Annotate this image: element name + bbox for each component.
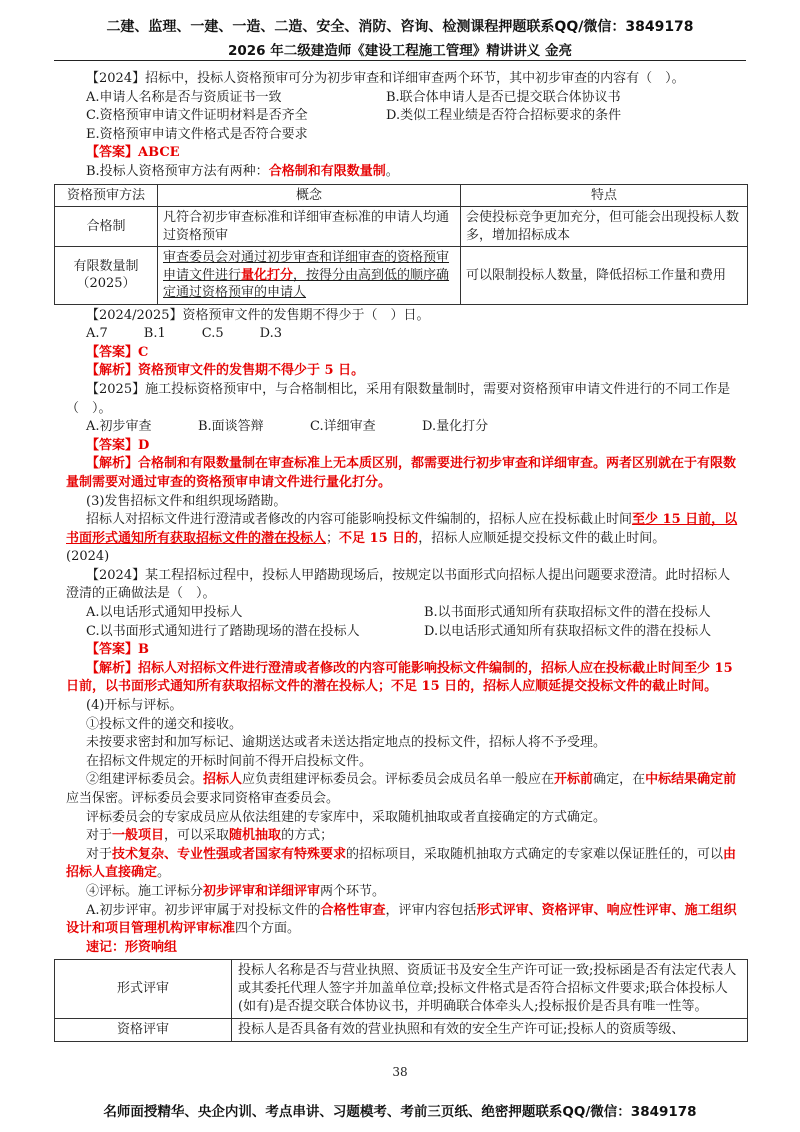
analysis-text: 合格制和有限数量制在审查标准上无本质区别，都需要进行初步审查和详细审查。两者区别就在于有限数量制需要对通过审查的资格预审申请文件进行量化打分。: [66, 456, 737, 490]
answer-label: 【答案】: [86, 344, 139, 360]
option-b: B.联合体申请人是否已提交联合体协议书: [386, 89, 621, 105]
b-note-prefix: B.投标人资格预审方法有两种：: [86, 163, 269, 179]
step-2-expert-text: 评标委员会的专家成员应从依法组建的专家库中，采取随机抽取或者直接确定的方式确定。: [86, 809, 607, 825]
option-b: B.以书面形式通知所有获取招标文件的潜在投标人: [424, 605, 711, 621]
special-part1: 对于: [86, 846, 113, 862]
step-2-text: [66, 771, 742, 808]
cell-feature: 可以限制投标人数量，降低招标工作量和费用: [461, 247, 748, 305]
header-divider: [54, 60, 746, 61]
option-b: B.面谈答辩: [198, 419, 264, 435]
concept-highlight: 量化打分: [241, 267, 294, 283]
special-highlight2: 由招标人直接确定: [66, 846, 737, 881]
question-2-stem: 【2024/2025】资格预审文件的发售期不得少于（ ）日。: [86, 307, 430, 323]
section-3-year: (2024): [66, 549, 110, 565]
question-1-answer: 【答案】ABCE: [86, 145, 180, 161]
step-2-highlight3: 中标结果确定前: [645, 772, 737, 788]
analysis-label: 【解析】: [86, 456, 139, 472]
footer-contact: 名师面授精华、央企内训、考点串讲、习题模考、考前三页纸、绝密押题联系QQ/微信：3849178: [103, 1104, 697, 1120]
document-body: [66, 70, 742, 1042]
concept-part1: 审查委员会对通过初步审查和详细审查的资格预审申请文件进行: [163, 250, 450, 283]
option-c: C.详细审查: [310, 419, 376, 435]
question-1-options-cd: [66, 107, 742, 126]
col-concept: 概念: [158, 184, 461, 207]
special-highlight1: 技术复杂、专业性强或者国家有特殊要求: [112, 846, 347, 862]
option-d: D.3: [259, 326, 283, 342]
option-a: A.初步审查: [86, 419, 152, 435]
page-number: 38: [392, 1065, 408, 1079]
option-c: C.资格预审申请文件证明材料是否齐全: [86, 108, 308, 124]
question-1-options-ab: [66, 89, 742, 108]
table-row: [55, 207, 748, 247]
step-2-part2: 应负责组建评标委员会。评标委员会成员名单一般应在: [242, 772, 555, 788]
cell-method: [55, 247, 158, 305]
b-note: [66, 163, 742, 182]
analysis-label: 【解析】: [86, 363, 139, 379]
cell-method-line1: 有限数量制: [73, 258, 139, 274]
table-row: [55, 960, 748, 1019]
question-1-stem: 【2024】招标中，投标人资格预审可分为初步审查和详细审查两个环节，其中初步审查的内容有（ ）。: [86, 71, 685, 86]
option-a: A.以电话形式通知甲投标人: [86, 605, 243, 621]
review-table: [54, 959, 748, 1042]
question-4-stem: 【2024】某工程招标过程中，投标人甲踏勘现场后，按规定以书面形式向招标人提出问题要求澄清。此时招标人澄清的正确做法是（ ）。: [66, 567, 731, 602]
cell-review-type: 资格评审: [55, 1019, 232, 1042]
step-2-general-project: [66, 827, 742, 846]
question-3-analysis: [66, 455, 742, 492]
prelim-part3: 四个方面。: [235, 921, 301, 937]
step-2-part3: 确定，在: [593, 772, 646, 788]
question-3-answer: [66, 437, 742, 456]
header-title: 2026 年二级建造师《建设工程施工管理》精讲讲义 金亮: [228, 43, 572, 59]
prelim-highlight1: 合格性审查: [320, 902, 386, 918]
option-d: D.量化打分: [422, 419, 489, 435]
step-4-text: [66, 883, 742, 902]
question-4-analysis: [66, 660, 742, 697]
section-3-text2: ；: [326, 530, 340, 546]
answer-value: D: [138, 437, 150, 453]
option-c: C.以书面形式通知进行了踏勘现场的潜在投标人: [86, 623, 360, 639]
cell-review-content: 投标人是否具备有效的营业执照和有效的安全生产许可证;投标人的资质等级、: [232, 1019, 748, 1042]
cell-review-type: 形式评审: [55, 960, 232, 1019]
question-2-answer: [66, 344, 742, 363]
analysis-text: 资格预审文件的发售期不得少于 5 日。: [138, 363, 365, 379]
answer-label: 【答案】: [86, 642, 139, 658]
general-part2: ，可以采取: [164, 828, 230, 844]
general-highlight2: 随机抽取: [229, 828, 282, 844]
section-4-title: (4)开标与评标。: [86, 698, 183, 714]
cell-feature: 会使投标竞争更加充分，但可能会出现投标人数多，增加招标成本: [461, 207, 748, 247]
section-3-highlight2: 不足 15 日的: [339, 530, 419, 546]
option-a: A.7: [86, 326, 108, 342]
b-note-highlight: 合格制和有限数量制: [268, 163, 386, 179]
prequalification-table: [54, 184, 748, 305]
special-part3: 。: [157, 865, 171, 881]
option-b: B.1: [143, 326, 166, 342]
col-feature: 特点: [461, 184, 748, 207]
general-part1: 对于: [86, 828, 113, 844]
special-part2: 的招标项目，采取随机抽取方式确定的专家难以保证胜任的，可以: [346, 846, 724, 862]
step-4-part2: 两个环节。: [320, 883, 386, 899]
concept-part2: ，按得分由高到低的顺序确定通过资格预审的申请人: [163, 267, 450, 301]
section-3-text3: ，招标人应顺延提交投标文件的截止时间。: [418, 530, 666, 546]
analysis-text: 招标人对招标文件进行澄清或者修改的内容可能影响投标文件编制的，招标人应在投标截止时间至少 15 日前，以书面形式通知所有获取招标文件的潜在投标人；不足 15 日的，招标人应顺延提交投标文件的截止时间。: [66, 660, 733, 695]
option-d: D.类似工程业绩是否符合招标要求的条件: [386, 108, 622, 124]
table-row: [55, 247, 748, 305]
step-2-highlight1: 招标人: [203, 772, 243, 788]
answer-value: B: [138, 642, 150, 658]
table-header-row: [55, 184, 748, 207]
step-2-part4: 应当保密。评标委员会要求同资格审查委员会。: [66, 791, 340, 806]
answer-value: C: [138, 344, 149, 360]
answer-label: 【答案】: [86, 437, 139, 453]
preliminary-review-text: [66, 902, 742, 939]
step-4-part1: ④评标。施工评标分: [86, 883, 204, 899]
section-3-highlight1: 至少 15 日前，以书面形式通知所有获取招标文件的潜在投标人: [66, 512, 738, 546]
question-4-answer: [66, 641, 742, 660]
col-method: 资格预审方法: [55, 184, 158, 207]
option-a: A.申请人名称是否与资质证书一致: [86, 89, 282, 105]
option-e: E.资格预审申请文件格式是否符合要求: [86, 126, 308, 142]
b-note-suffix: 。: [385, 163, 399, 179]
section-3-title: (3)发售招标文件和组织现场踏勘。: [86, 493, 287, 509]
table-row: [55, 1019, 748, 1042]
step-1-title: ①投标文件的递交和接收。: [86, 716, 243, 732]
step-4-highlight: 初步评审和详细评审: [203, 883, 321, 899]
question-2-options: [66, 325, 742, 344]
question-2-analysis: [66, 362, 742, 381]
question-3-options: [66, 418, 742, 437]
cell-review-content: 投标人名称是否与营业执照、资质证书及安全生产许可证一致;投标函是否有法定代表人或其委托代理人签字并加盖单位章;投标文件格式是否符合招标文件要求;联合体投标人(如有)是否提交联合体协议书，并明确联合体牵头人;投标报价是否具有唯一性等。: [232, 960, 748, 1019]
cell-concept: [158, 247, 461, 305]
cell-concept: 凡符合初步审查标准和详细审查标准的申请人均通过资格预审: [158, 207, 461, 247]
section-3-text: [66, 511, 742, 548]
prelim-part2: ，评审内容包括: [385, 902, 477, 918]
analysis-label: 【解析】: [86, 660, 139, 676]
step-1-text1: 未按要求密封和加写标记、逾期送达或者未送达指定地点的投标文件，招标人将不予受理。: [86, 735, 607, 751]
cell-method-line2: （2025）: [76, 276, 136, 292]
general-part3: 的方式；: [281, 828, 334, 844]
question-3-stem: 【2025】施工投标资格预审中，与合格制相比，采用有限数量制时，需要对资格预审申请文件进行的不同工作是（ ）。: [66, 381, 731, 416]
header-contact: 二建、监理、一建、一造、二造、安全、消防、咨询、检测课程押题联系QQ/微信：3849178: [106, 19, 694, 35]
step-2-special-project: [66, 846, 742, 883]
cell-method: 合格制: [55, 207, 158, 247]
step-2-part1: ②组建评标委员会。: [86, 772, 204, 788]
question-4-options-ab: [66, 604, 742, 623]
step-1-text2: 在招标文件规定的开标时间前不得开启投标文件。: [86, 753, 373, 769]
prelim-part1: A.初步评审。初步评审属于对投标文件的: [86, 902, 321, 918]
mnemonic: 速记：形资响组: [86, 939, 178, 955]
question-4-options-cd: [66, 623, 742, 642]
section-3-text1: 招标人对招标文件进行澄清或者修改的内容可能影响投标文件编制的，招标人应在投标截止时间: [86, 512, 633, 528]
general-highlight1: 一般项目: [112, 828, 165, 844]
option-c: C.5: [201, 326, 224, 342]
step-2-highlight2: 开标前: [554, 772, 594, 788]
prelim-highlight2: 形式评审、资格评审、响应性评审、施工组织设计和项目管理机构评审标准: [66, 902, 737, 937]
option-d: D.以电话形式通知所有获取招标文件的潜在投标人: [424, 623, 712, 639]
